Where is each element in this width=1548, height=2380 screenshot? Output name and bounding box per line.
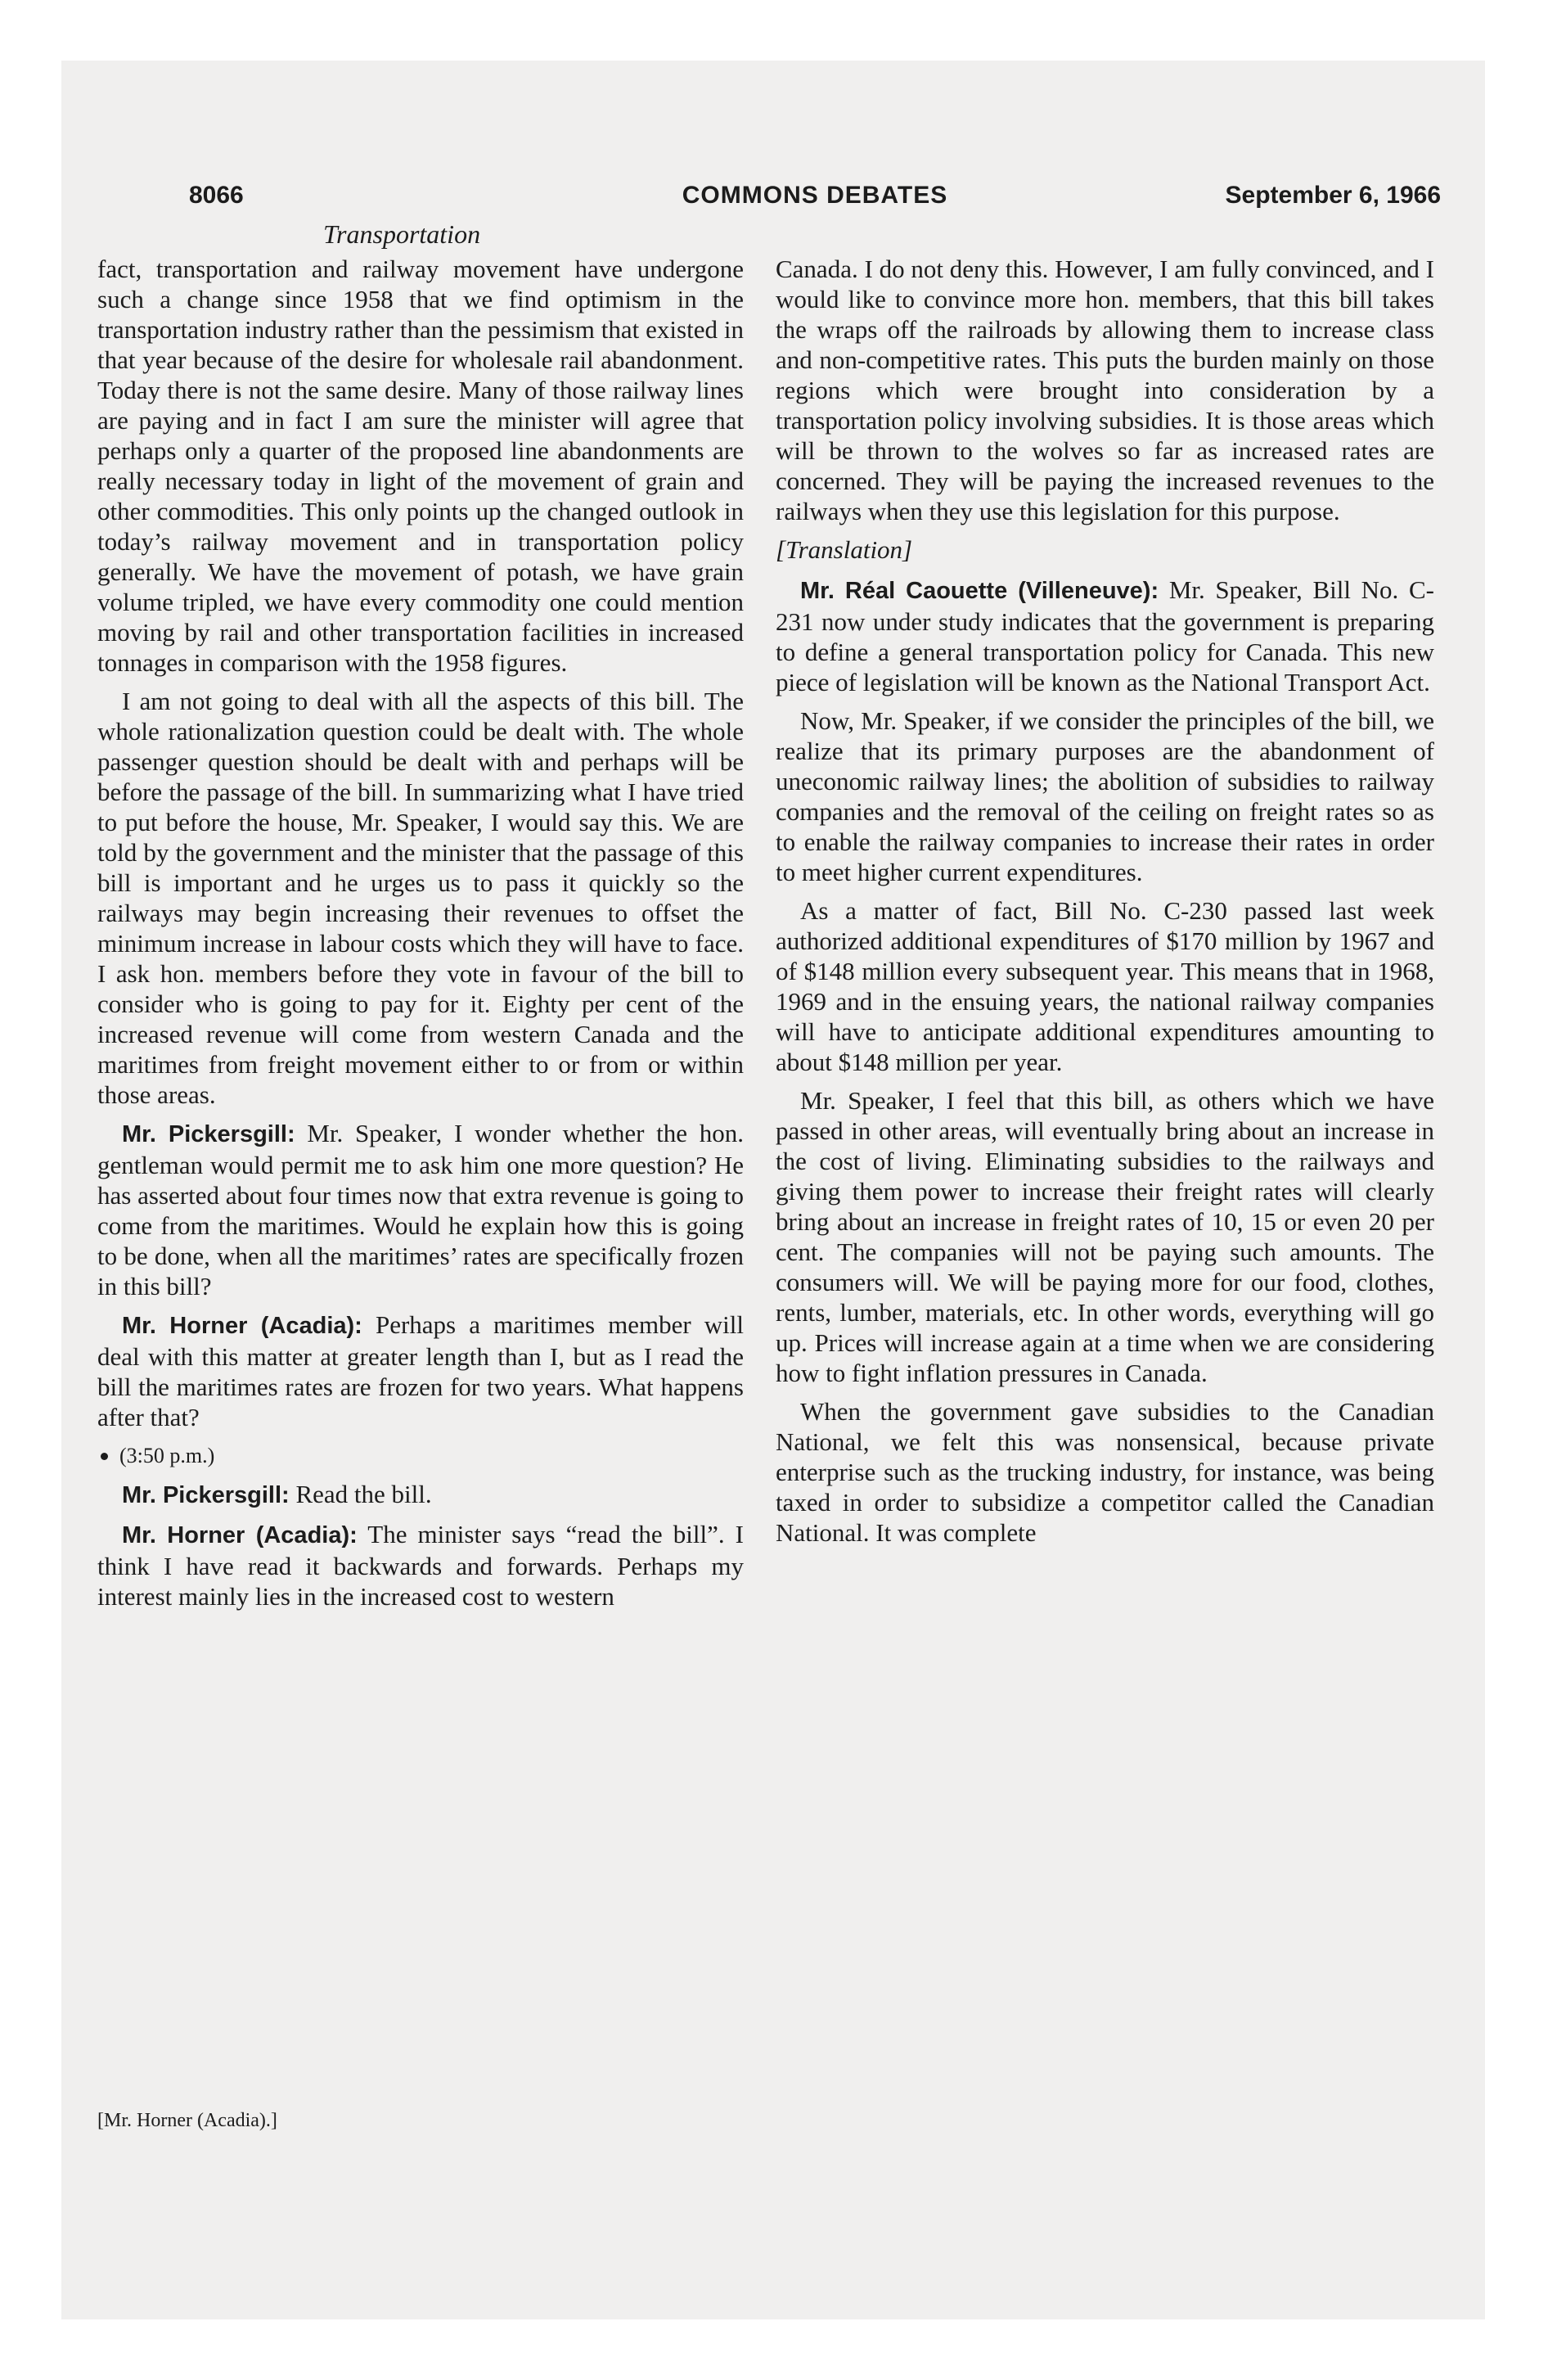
page-header <box>189 182 1441 214</box>
paragraph: Canada. I do not deny this. However, I am fully convinced, and I would like to convince more hon. members, that this bill takes the wraps off the railroads by allowing them to increase class and non-competitive rates. This puts the burden mainly on those regions which were brought into consideration by a transportation policy involving subsidies. It is those areas which will be thrown to the wolves so far as increased rates are concerned. They will be paying the increased revenues to the railways when they use this legislation for this purpose. <box>776 255 1434 525</box>
paragraph: As a matter of fact, Bill No. C-230 passed last week authorized additional expenditures of $170 million by 1967 and of $148 million every subsequent year. This means that in 1968, 1969 and in the ensuing years, the national railway companies will have to anticipate additional expenditures amounting to about $148 million per year. <box>776 896 1434 1076</box>
time-stamp-text: (3:50 p.m.) <box>119 1444 215 1467</box>
speech-text: Perhaps a maritimes member will deal with this matter at greater length than I, but as I read the bill the maritimes rates are frozen for two years. What happens after that? <box>97 1310 744 1431</box>
speech-text: Mr. Speaker, I wonder whether the hon. gentleman would permit me to ask him one more question? He has asserted about four times now that extra revenue is going to come from the maritimes. Would he explain how this is going to be done, when all the maritimes’ rates are specifically frozen in this bill? <box>97 1119 744 1300</box>
speech <box>97 1479 744 1511</box>
paragraph: Mr. Speaker, I feel that this bill, as others which we have passed in other areas, will eventually bring about an increase in the cost of living. Eliminating subsidies to the railways and giving them power to increase their freight rates will clearly bring about an increase in freight rates of 10, 15 or even 20 per cent. The companies will not be paying such amounts. The consumers will. We will be paying more for our food, clothes, rents, lumber, materials, etc. In other words, everything will go up. Prices will increase again at a time when we are considering how to fight inflation pressures in Canada. <box>776 1086 1434 1387</box>
speech <box>97 1309 744 1432</box>
speaker-name: Mr. Horner (Acadia): <box>122 1313 362 1339</box>
page-date: September 6, 1966 <box>1225 182 1441 209</box>
right-column <box>776 254 1434 1556</box>
left-column <box>97 254 744 1620</box>
paragraph: fact, transportation and railway movement have undergone such a change since 1958 that we find optimism in the transportation industry rather than the pessimism that existed in that year because of the desire for wholesale rail abandonment. Today there is not the same desire. Many of those railway lines are paying and in fact I am sure the minister will agree that perhaps only a quarter of the proposed line abandonments are really necessary today in light of the movement of grain and other commodities. This only points up the changed outlook in today’s railway movement and in transportation policy generally. We have the movement of potash, we have grain volume tripled, we have every commodity one could mention moving by rail and other transportation facilities in increased tonnages in comparison with the 1958 figures. <box>97 255 744 677</box>
speaker-name: Mr. Réal Caouette (Villeneuve): <box>800 578 1159 604</box>
paragraph: When the government gave subsidies to the Canadian National, we felt this was nonsensical, because private enterprise such as the trucking industry, for instance, was being taxed in order to subsidize a competitor called the Canadian National. It was complete <box>776 1397 1434 1547</box>
speech-text: The minister says “read the bill”. I think I have read it backwards and forwards. Perhaps my interest mainly lies in the increased cost to western <box>97 1520 744 1611</box>
speech-text: Read the bill. <box>295 1480 432 1508</box>
time-stamp <box>97 1440 744 1471</box>
footer-speaker-note: [Mr. Horner (Acadia).] <box>97 2110 277 2131</box>
speaker-name: Mr. Horner (Acadia): <box>122 1522 358 1548</box>
speaker-name: Mr. Pickersgill: <box>122 1482 290 1508</box>
speech-text: Mr. Speaker, Bill No. C-231 now under study indicates that the government is preparing to define a general transportation policy for Canada. This new piece of legislation will be known as the National Transport Act. <box>776 575 1434 696</box>
speaker-name: Mr. Pickersgill: <box>122 1121 295 1147</box>
bullet-icon <box>101 1453 108 1460</box>
translation-tag: [Translation] <box>776 535 913 564</box>
page-number: 8066 <box>189 182 244 209</box>
publication-title: COMMONS DEBATES <box>682 182 948 209</box>
speech <box>97 1519 744 1611</box>
speech <box>97 1118 744 1301</box>
section-title: Transportation <box>323 219 481 249</box>
paragraph: I am not going to deal with all the aspects of this bill. The whole rationalization question could be dealt with. The whole passenger question should be dealt with and perhaps will be before the passage of the bill. In summarizing what I have tried to put before the house, Mr. Speaker, I would say this. We are told by the government and the minister that the passage of this bill is important and he urges us to pass it quickly so the railways may begin increasing their revenues to offset the minimum increase in labour costs which they will have to face. I ask hon. members before they vote in favour of the bill to consider who is going to pay for it. Eighty per cent of the increased revenue will come from western Canada and the maritimes from freight movement either to or from or within those areas. <box>97 687 744 1109</box>
speech <box>776 575 1434 697</box>
paragraph: Now, Mr. Speaker, if we consider the principles of the bill, we realize that its primary purposes are the abandonment of uneconomic railway lines; the abolition of subsidies to railway companies and the removal of the ceiling on freight rates so as to enable the railway companies to increase their rates in order to meet higher current expenditures. <box>776 706 1434 886</box>
